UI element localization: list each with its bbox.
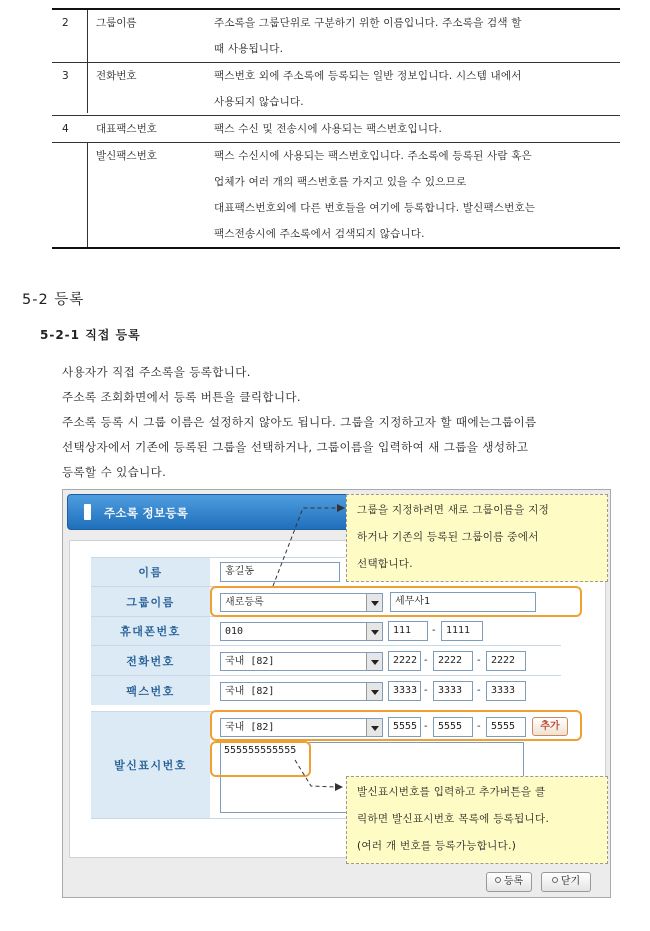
row-number: 3 xyxy=(62,70,69,82)
mobile-last-input[interactable]: 1111 xyxy=(441,621,483,641)
fax-last-input[interactable]: 3333 xyxy=(486,681,526,701)
paragraph-line: 등록할 수 있습니다. xyxy=(62,465,167,479)
dash-separator: - xyxy=(424,655,428,666)
group-select-value: 새로등록 xyxy=(225,597,264,608)
phone-label: 전화번호 xyxy=(91,646,210,675)
register-button-label: 등록 xyxy=(503,876,524,887)
paragraph-line: 주소록 등록 시 그룹 이름은 설정하지 않아도 됩니다. 그룹을 지정하고자 할 때에는그룹이름 xyxy=(62,415,537,429)
add-sender-button[interactable]: 추가 xyxy=(532,717,568,736)
table-row xyxy=(52,10,620,63)
row-number: 4 xyxy=(62,123,69,135)
paragraph-line: 사용자가 직접 주소록을 등록합니다. xyxy=(62,365,251,379)
row-field-name: 대표팩스번호 xyxy=(96,123,157,135)
note-line: 선택합니다. xyxy=(357,558,413,570)
subsection-heading: 5-2-1 직접 등록 xyxy=(40,328,141,342)
sender-area-input[interactable]: 5555 xyxy=(388,717,421,737)
fax-label: 팩스번호 xyxy=(91,676,210,705)
note-line: 발신표시번호를 입력하고 추가버튼을 클 xyxy=(357,786,546,798)
mobile-label: 휴대폰번호 xyxy=(91,617,210,645)
fax-country-value: 국내 [82] xyxy=(225,686,275,697)
dash-separator: - xyxy=(477,655,481,666)
bullet-icon xyxy=(552,877,558,883)
row-field-name: 전화번호 xyxy=(96,70,137,82)
mobile-prefix-value: 010 xyxy=(225,626,244,637)
sender-last-input[interactable]: 5555 xyxy=(486,717,526,737)
row-description xyxy=(212,10,620,62)
group-tip-note xyxy=(346,494,608,582)
table-row xyxy=(52,116,620,143)
dialog-title: 주소록 정보등록 xyxy=(104,506,189,520)
row-description-line: 팩스 수신 및 전송시에 사용되는 팩스번호입니다. xyxy=(214,123,443,135)
name-input[interactable]: 홍길동 xyxy=(220,562,340,582)
phone-area-input[interactable]: 2222 xyxy=(388,651,421,671)
sender-tip-note xyxy=(346,776,608,864)
bullet-icon xyxy=(495,877,501,883)
phone-mid-input[interactable]: 2222 xyxy=(433,651,473,671)
sender-country-value: 국내 [82] xyxy=(225,722,275,733)
row-description-line: 업체가 여러 개의 팩스번호를 가지고 있을 수 있으므로 xyxy=(214,176,467,188)
note-line: 그룹을 지정하려면 새로 그룹이름을 지정 xyxy=(357,504,550,516)
fax-mid-input[interactable]: 3333 xyxy=(433,681,473,701)
row-number xyxy=(52,143,88,247)
register-button[interactable] xyxy=(486,872,532,892)
row-number: 2 xyxy=(62,17,69,29)
row-description-line: 팩스 수신시에 사용되는 팩스번호입니다. 주소록에 등록된 사람 혹은 xyxy=(214,150,532,162)
paragraph-line: 주소록 조회화면에서 등록 버튼을 클릭합니다. xyxy=(62,390,301,404)
sender-label: 발신표시번호 xyxy=(91,712,210,818)
sender-mid-input[interactable]: 5555 xyxy=(433,717,473,737)
group-name-input[interactable]: 세무사1 xyxy=(390,592,536,612)
dash-separator: - xyxy=(424,685,428,696)
row-description xyxy=(212,63,620,115)
fax-area-input[interactable]: 3333 xyxy=(388,681,421,701)
row-description-line: 사용되지 않습니다. xyxy=(214,96,304,108)
row-description-line: 주소록을 그룹단위로 구분하기 위한 이름입니다. 주소록을 검색 할 xyxy=(214,17,522,29)
dash-separator: - xyxy=(477,685,481,696)
phone-last-input[interactable]: 2222 xyxy=(486,651,526,671)
row-description-line: 팩스전송시에 주소록에서 검색되지 않습니다. xyxy=(214,228,425,240)
row-description xyxy=(212,116,620,142)
close-button[interactable] xyxy=(541,872,591,892)
table-row xyxy=(52,63,620,116)
row-field-name: 발신팩스번호 xyxy=(96,150,157,162)
phone-country-value: 국내 [82] xyxy=(225,656,275,667)
dash-separator: - xyxy=(432,625,436,636)
row-description-line: 대표팩스번호외에 다른 번호들을 여기에 등록합니다. 발신팩스번호는 xyxy=(214,202,536,214)
dash-separator: - xyxy=(424,721,428,732)
address-book-register-dialog xyxy=(62,489,611,898)
note-line: 하거나 기존의 등록된 그룹이름 중에서 xyxy=(357,531,539,543)
note-line: (여러 개 번호를 등록가능합니다.) xyxy=(357,840,517,852)
row-description xyxy=(212,143,620,247)
name-label: 이름 xyxy=(91,558,210,586)
field-description-table xyxy=(52,8,620,249)
dash-separator: - xyxy=(477,721,481,732)
row-description-line: 팩스번호 외에 주소록에 등록되는 일반 정보입니다. 시스템 내에서 xyxy=(214,70,522,82)
sender-number-list[interactable]: 555555555555 xyxy=(220,742,524,813)
group-label: 그룹이름 xyxy=(91,587,210,616)
row-field-name: 그룹이름 xyxy=(96,17,137,29)
paragraph-line: 선택상자에서 기존에 등록된 그룹을 선택하거나, 그룹이름을 입력하여 새 그룹을 생성하고 xyxy=(62,440,529,454)
close-button-label: 닫기 xyxy=(560,876,581,887)
section-heading: 5-2 등록 xyxy=(22,292,85,308)
table-row xyxy=(52,143,620,247)
table-divider xyxy=(87,143,88,247)
mobile-mid-input[interactable]: 111 xyxy=(388,621,428,641)
row-description-line: 때 사용됩니다. xyxy=(214,43,284,55)
note-line: 릭하면 발신표시번호 목록에 등록됩니다. xyxy=(357,813,550,825)
